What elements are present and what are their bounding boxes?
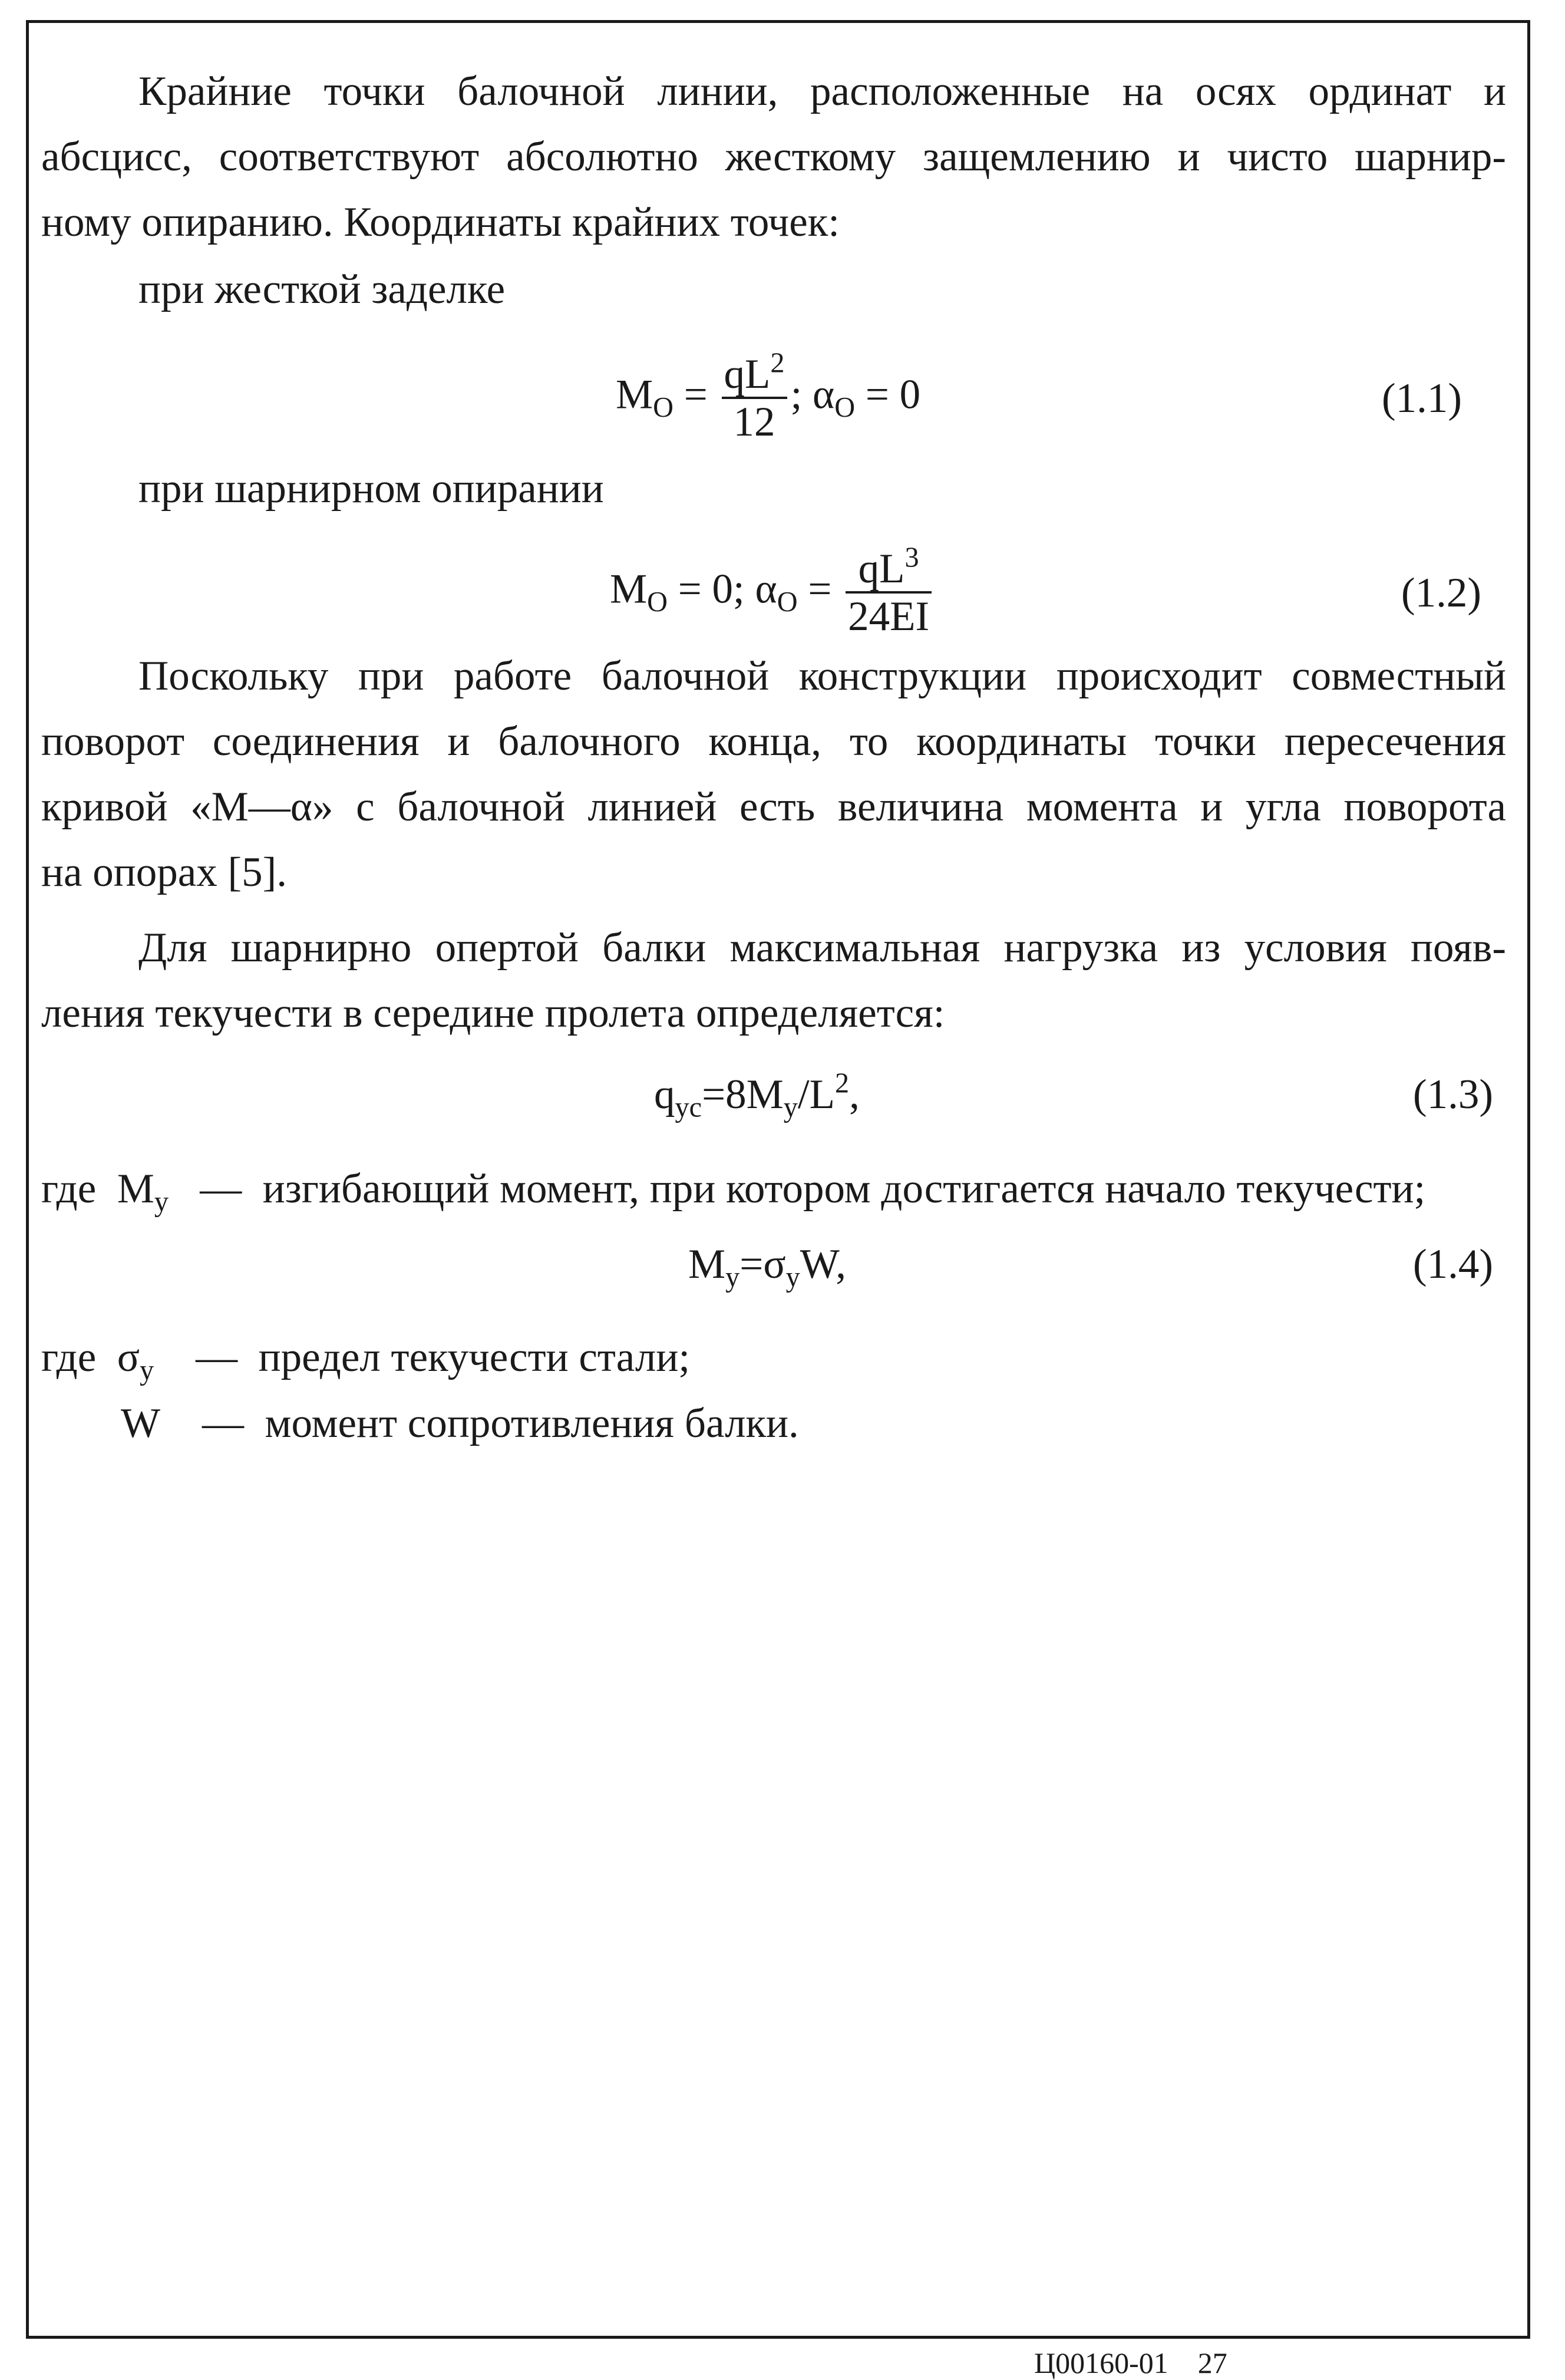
where-line-1: [41, 1162, 1426, 1218]
equation-number: (1.1): [1382, 375, 1462, 421]
fraction: [846, 542, 932, 639]
where-word: где: [41, 1166, 97, 1212]
eq-superscript: 2: [834, 1067, 850, 1099]
equation-1-4: [688, 1241, 846, 1293]
paragraph-3: [41, 921, 1506, 1052]
text-line: Крайние точки балочной линии, расположенные на осях ординат и: [138, 68, 1506, 114]
eq-subscript: y: [140, 1354, 154, 1386]
equation-1-1: [616, 347, 921, 445]
fraction-numerator: [846, 542, 932, 594]
eq-subscript: O: [834, 391, 856, 423]
eq-symbol: W: [121, 1400, 161, 1446]
eq-symbol: α: [813, 371, 835, 418]
eq-superscript: 3: [904, 542, 919, 573]
eq-subscript: ус: [675, 1092, 702, 1123]
text-line: абсцисс, соответствуют абсолютно жесткому защемлению и чисто шарнир-: [41, 134, 1506, 180]
eq-text: ,: [849, 1072, 860, 1118]
definition-text: предел текучести стали;: [258, 1334, 691, 1380]
eq-text: W,: [800, 1241, 846, 1287]
eq-text: = 0;: [678, 566, 745, 612]
eq-text: qL: [724, 351, 771, 397]
dash: —: [200, 1166, 242, 1212]
text-line: кривой «M—α» с балочной линией есть величина момента и угла поворота: [41, 784, 1506, 830]
eq-operator: =: [684, 371, 708, 418]
case-hinged-label: при шарнирном опирании: [138, 466, 604, 512]
eq-subscript: y: [725, 1261, 740, 1293]
eq-symbol: M: [688, 1241, 726, 1287]
equation-1-2: [610, 542, 935, 639]
equation-number: (1.2): [1401, 570, 1482, 616]
definition-text: изгибающий момент, при котором достигается начало текучести;: [262, 1166, 1426, 1212]
eq-operator: =: [808, 566, 832, 612]
eq-symbol: α: [755, 566, 777, 612]
definition-text: момент сопротивления балки.: [265, 1400, 799, 1446]
eq-subscript: y: [783, 1092, 798, 1123]
text-line: на опорах [5].: [41, 849, 288, 895]
page-number: 27: [1197, 2346, 1227, 2379]
eq-text: = 0: [865, 371, 921, 418]
eq-superscript: 2: [770, 347, 785, 379]
text-line: ному опиранию. Координаты крайних точек:: [41, 199, 840, 245]
eq-text: =8M: [702, 1072, 784, 1118]
footer: [1034, 2346, 1227, 2380]
equation-number: (1.4): [1413, 1241, 1494, 1287]
fraction-denominator: 24EI: [848, 594, 930, 639]
eq-symbol: M: [610, 566, 648, 612]
eq-symbol: q: [654, 1072, 675, 1118]
equation-1-3: [654, 1067, 860, 1123]
eq-subscript: O: [777, 586, 798, 618]
where-word: где: [41, 1334, 97, 1380]
eq-symbol: M: [117, 1166, 154, 1212]
case-rigid-label: при жесткой заделке: [138, 266, 506, 312]
paragraph-1: [41, 65, 1506, 261]
text-line: ления текучести в середине пролета определяется:: [41, 990, 945, 1036]
eq-subscript: O: [653, 391, 673, 423]
text-line: поворот соединения и балочного конца, то координаты точки пересечения: [41, 718, 1506, 764]
paragraph-2: [41, 650, 1506, 911]
eq-text: qL: [858, 546, 905, 592]
eq-text: =σ: [739, 1241, 786, 1287]
where-line-2: [41, 1331, 690, 1384]
eq-operator: ;: [790, 371, 813, 418]
eq-subscript: y: [785, 1261, 800, 1293]
document-code: Ц00160-01: [1034, 2346, 1168, 2379]
eq-text: /L: [797, 1072, 835, 1118]
eq-symbol: M: [616, 371, 653, 418]
eq-subscript: O: [647, 586, 668, 618]
where-line-3: [121, 1397, 799, 1450]
eq-subscript: y: [154, 1186, 169, 1218]
dash: —: [196, 1334, 238, 1380]
text-line: Поскольку при работе балочной конструкции происходит совместный: [138, 653, 1506, 699]
dash: —: [202, 1400, 245, 1446]
equation-number: (1.3): [1413, 1072, 1494, 1118]
fraction: [722, 347, 787, 445]
eq-symbol: σ: [117, 1334, 140, 1380]
text-line: Для шарнирно опертой балки максимальная нагрузка из условия появ-: [138, 925, 1506, 971]
fraction-denominator: 12: [733, 399, 775, 445]
fraction-numerator: [722, 347, 787, 399]
